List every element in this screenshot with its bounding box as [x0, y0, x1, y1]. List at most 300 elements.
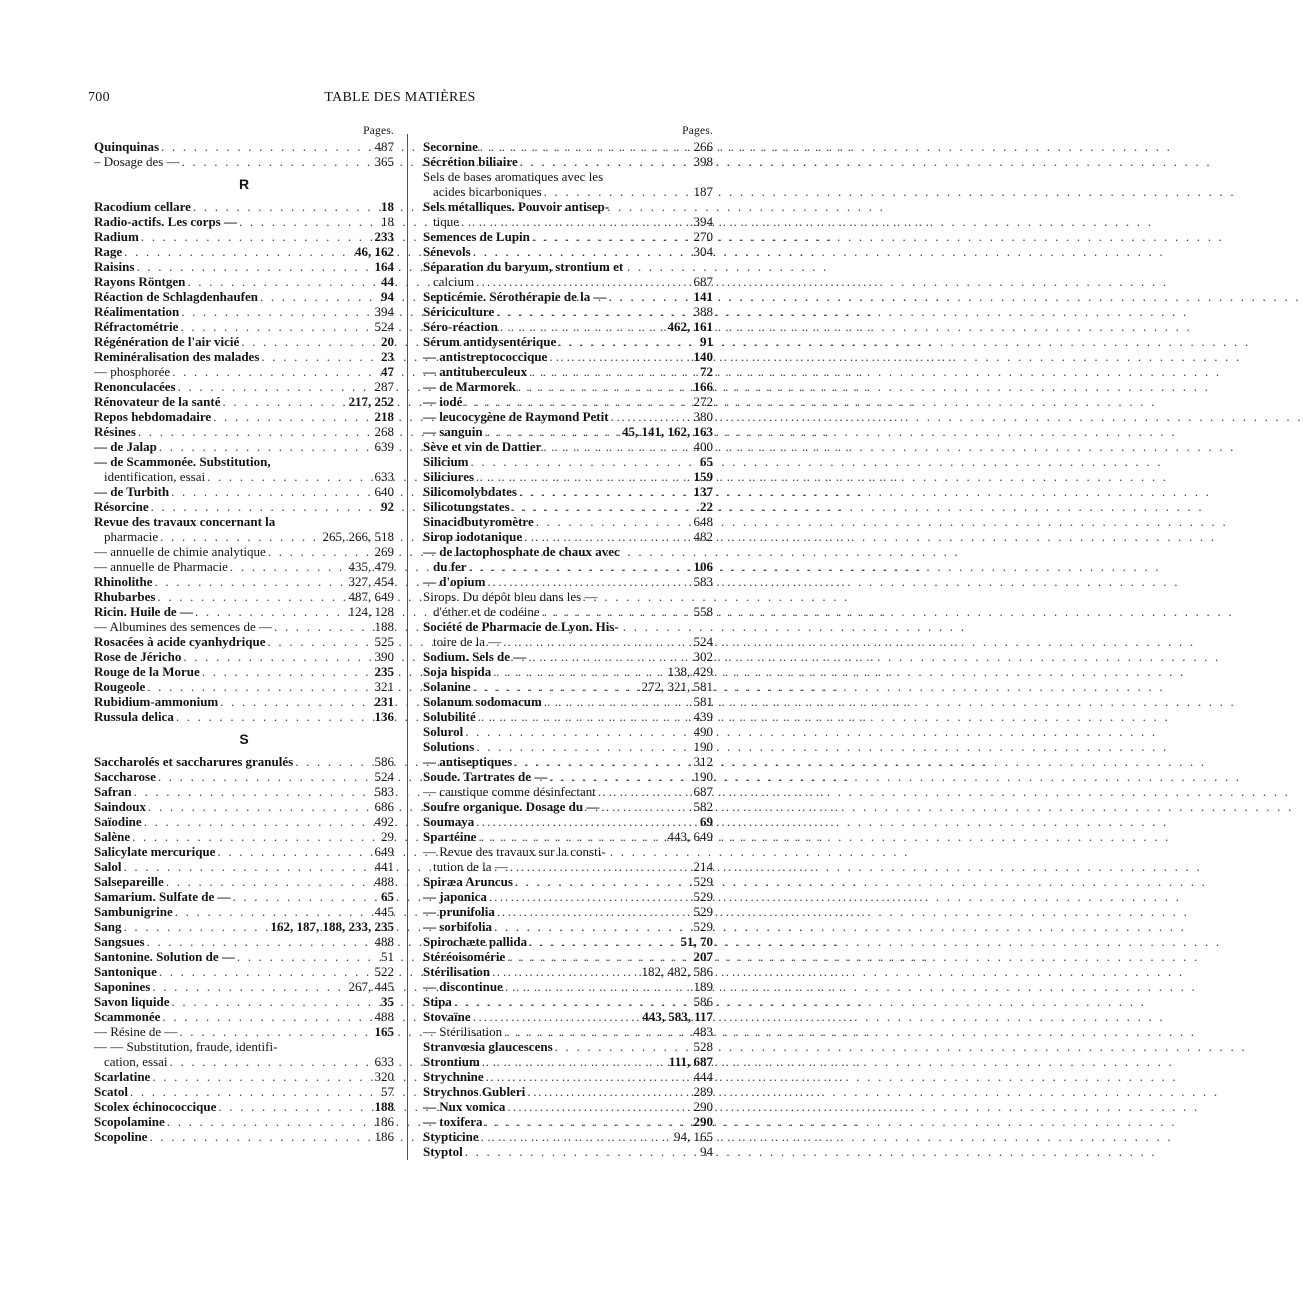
dot-leader: [474, 814, 700, 829]
entry-term: — sanguin: [423, 424, 483, 439]
page-ref: 265, 266, 518: [322, 529, 394, 544]
page-ref: 51: [381, 949, 394, 964]
index-entry: [94, 919, 394, 934]
page-ref: 586: [693, 994, 713, 1009]
index-entry: [94, 139, 394, 154]
page-ref: 20: [381, 334, 394, 349]
page-ref: 492: [374, 814, 394, 829]
page-ref: 268: [374, 424, 394, 439]
dot-leader: [211, 409, 374, 424]
entry-term: Sodium. Sels de —: [423, 649, 527, 664]
dot-leader: [479, 1129, 674, 1144]
dot-leader: [487, 889, 694, 904]
page-ref: 45, 141, 162, 163: [622, 424, 713, 439]
page-ref: 686: [374, 799, 394, 814]
dot-leader: [452, 994, 694, 1009]
entry-term: Saponines: [94, 979, 151, 994]
dot-leader: [173, 904, 375, 919]
index-entry: [94, 709, 394, 724]
page-ref: 529: [693, 889, 713, 904]
entry-term: Sécrétion biliaire: [423, 154, 518, 169]
index-entry: [94, 754, 394, 769]
index-entry: [94, 154, 394, 169]
index-entry: [94, 889, 394, 904]
index-entry: [423, 904, 713, 919]
entry-term: Sang: [94, 919, 122, 934]
index-entry: [94, 619, 394, 634]
page-ref: 529: [693, 874, 713, 889]
page-ref: 92: [381, 499, 394, 514]
dot-leader: [272, 619, 375, 634]
entry-term: Régénération de l'air vicié: [94, 334, 240, 349]
index-entry: [94, 1069, 394, 1084]
index-entry-continuation: [94, 529, 394, 544]
dot-leader: [150, 1069, 374, 1084]
index-entry: [423, 439, 713, 454]
dot-leader: [158, 529, 322, 544]
entry-term: Soude. Tartrates de —: [423, 769, 548, 784]
section-letter: R: [238, 176, 250, 192]
entry-term: Sénevols: [423, 244, 471, 259]
page-ref: 214: [693, 859, 713, 874]
dot-leader: [491, 664, 667, 679]
entry-term: Sirop iodotanique: [423, 529, 523, 544]
index-entry: [423, 1009, 713, 1024]
dot-leader: [463, 1144, 700, 1159]
entry-term: Société de Pharmacie de Lyon. His-: [423, 619, 619, 634]
dot-leader: [168, 1054, 375, 1069]
entry-term: Stipa: [423, 994, 452, 1009]
page-ref: 583: [693, 574, 713, 589]
index-entry: [423, 1084, 713, 1099]
page-ref: 400: [693, 439, 713, 454]
dot-leader: [462, 394, 693, 409]
page-ref: 272: [693, 394, 713, 409]
entry-term: Soja hispida: [423, 664, 492, 679]
index-entry: [423, 469, 713, 484]
entry-term: Spirochæte pallida: [423, 934, 528, 949]
entry-term: Soufre organique. Dosage du —: [423, 799, 600, 814]
dot-leader: [542, 184, 694, 199]
index-entry-continuation: [423, 559, 713, 574]
page-ref: 390: [374, 649, 394, 664]
dot-leader: [157, 964, 375, 979]
index-entry: [423, 499, 713, 514]
dot-leader: [178, 319, 374, 334]
pages-label: Pages.: [682, 125, 713, 137]
index-entry: [423, 229, 713, 244]
index-entry: [423, 409, 713, 424]
index-entry: [423, 1114, 713, 1129]
index-entry: [94, 979, 394, 994]
index-entry: [94, 349, 394, 364]
page-ref: 18: [381, 199, 394, 214]
index-entry-continuation: [94, 1054, 394, 1069]
dot-leader: [157, 439, 375, 454]
entry-term: Sambunigrine: [94, 904, 173, 919]
index-entry: [94, 454, 394, 469]
index-entry: [94, 694, 394, 709]
index-entry: [94, 439, 394, 454]
entry-term: — leucocygène de Raymond Petit: [423, 409, 609, 424]
entry-term: — de Jalap: [94, 439, 157, 454]
index-entry: [423, 754, 713, 769]
index-entry-continuation: [423, 604, 713, 619]
page-ref: 65: [700, 454, 713, 469]
entry-term: Reminéralisation des malades: [94, 349, 260, 364]
entry-term: Salol: [94, 859, 122, 874]
page-ref: 162, 187, 188, 233, 235: [270, 919, 394, 934]
page-header: [88, 90, 712, 110]
index-entry: [423, 784, 713, 799]
page-ref: 124, 128: [348, 604, 394, 619]
page-ref: 269: [374, 544, 394, 559]
index-entry: [94, 514, 394, 529]
page-ref: 266: [693, 139, 713, 154]
entry-term: Saccharose: [94, 769, 156, 784]
dot-leader: [160, 1009, 374, 1024]
page-number: 700: [88, 90, 110, 105]
entry-term: Saïodine: [94, 814, 142, 829]
dot-leader: [505, 949, 693, 964]
page-ref: 394: [374, 304, 394, 319]
page-ref: 136: [374, 709, 394, 724]
index-entry: [94, 319, 394, 334]
dot-leader: [505, 1099, 693, 1114]
index-column-left: [94, 124, 394, 1144]
index-entry: [423, 304, 713, 319]
dot-leader: [478, 139, 694, 154]
index-entry: [94, 874, 394, 889]
entry-term: Revue des travaux concernant la: [94, 514, 276, 529]
entry-term: Siliciures: [423, 469, 475, 484]
entry-term: Quinquinas: [94, 139, 160, 154]
entry-term: Réaction de Schlagdenhaufen: [94, 289, 258, 304]
dot-leader: [526, 649, 693, 664]
page-ref: 583: [374, 784, 394, 799]
dot-leader: [469, 454, 700, 469]
entry-term: — Résine de —: [94, 1024, 178, 1039]
entry-term: Sérum antidysentérique: [423, 334, 557, 349]
dot-leader: [164, 874, 375, 889]
dot-leader: [170, 364, 381, 379]
index-entry: [94, 949, 394, 964]
entry-term: Stovaïne: [423, 1009, 471, 1024]
index-entry: [94, 1024, 394, 1039]
dot-leader: [258, 289, 381, 304]
dot-leader: [150, 979, 348, 994]
index-entry: [423, 739, 713, 754]
page-ref: 687: [693, 274, 713, 289]
entry-term: Sangsues: [94, 934, 145, 949]
entry-term: — de Turbith: [94, 484, 170, 499]
dot-leader: [139, 229, 375, 244]
entry-term: d'éther et de codéine: [433, 604, 540, 619]
dot-leader: [130, 829, 381, 844]
entry-term: — antistreptococcique: [423, 349, 548, 364]
page-ref: 304: [693, 244, 713, 259]
entry-term: acides bicarboniques: [433, 184, 542, 199]
entry-term: Scatol: [94, 1084, 128, 1099]
entry-term: Renonculacées: [94, 379, 176, 394]
entry-term: Secornine: [423, 139, 478, 154]
entry-term: Silicium: [423, 454, 469, 469]
index-entry: [423, 529, 713, 544]
page-ref: 525: [374, 634, 394, 649]
index-entry: [94, 994, 394, 1009]
entry-term: — de lactophosphate de chaux avec: [423, 544, 620, 559]
page-ref: 558: [693, 604, 713, 619]
page-ref: 443, 649: [667, 829, 713, 844]
index-entry: [94, 934, 394, 949]
index-entry: [423, 664, 713, 679]
dot-leader: [607, 289, 694, 304]
dot-leader: [191, 199, 381, 214]
index-entry: [94, 289, 394, 304]
entry-term: Stranvœsia glaucescens: [423, 1039, 553, 1054]
dot-leader: [146, 799, 374, 814]
index-entry: [423, 994, 713, 1009]
entry-term: Séro-réaction: [423, 319, 498, 334]
index-entry: [423, 514, 713, 529]
index-entry: [423, 949, 713, 964]
dot-leader: [185, 274, 381, 289]
index-entry: [423, 724, 713, 739]
index-entry: [423, 934, 713, 949]
index-entry: [423, 799, 713, 814]
entry-term: Scarlatine: [94, 1069, 151, 1084]
dot-leader: [502, 1024, 693, 1039]
page-ref: 388: [693, 304, 713, 319]
index-entry: [423, 139, 713, 154]
page-ref: 65: [381, 889, 394, 904]
page-ref: 482: [693, 529, 713, 544]
dot-leader: [483, 424, 622, 439]
index-entry: [94, 604, 394, 619]
dot-leader: [467, 559, 694, 574]
index-entry: [94, 1039, 394, 1054]
index-entry: [423, 694, 713, 709]
page-ref: 272, 321, 581: [641, 679, 713, 694]
entry-term: — de Marmorek: [423, 379, 516, 394]
page-ref: 137: [693, 484, 713, 499]
index-entry: [94, 844, 394, 859]
entry-term: Salicylate mercurique: [94, 844, 216, 859]
index-entry: [94, 904, 394, 919]
entry-term: Rénovateur de la santé: [94, 394, 221, 409]
page-ref: 69: [700, 814, 713, 829]
index-entry: [423, 349, 713, 364]
index-entry: [94, 829, 394, 844]
index-entry: [94, 559, 394, 574]
entry-term: Strychnos Gubleri: [423, 1084, 526, 1099]
page-ref: 218: [374, 409, 394, 424]
entry-term: Styptol: [423, 1144, 463, 1159]
index-entry: [94, 214, 394, 229]
page-ref: 46, 162: [355, 244, 394, 259]
index-entry: [423, 829, 713, 844]
dot-leader: [510, 499, 700, 514]
index-entry: [94, 574, 394, 589]
page-ref: 188: [374, 619, 394, 634]
dot-leader: [513, 874, 694, 889]
page-ref: 35: [381, 994, 394, 1009]
page-ref: 524: [374, 769, 394, 784]
dot-leader: [471, 1009, 643, 1024]
index-entry: [423, 919, 713, 934]
entry-term: — d'opium: [423, 574, 486, 589]
dot-leader: [540, 604, 694, 619]
dot-leader: [596, 784, 694, 799]
index-entry: [423, 649, 713, 664]
index-entry: [94, 1114, 394, 1129]
entry-term: Santonine. Solution de —: [94, 949, 235, 964]
dot-leader: [159, 139, 374, 154]
entry-term: — Nux vomica: [423, 1099, 506, 1114]
page-ref: 190: [693, 739, 713, 754]
dot-leader: [266, 634, 375, 649]
page-ref: 380: [693, 409, 713, 424]
index-entry: [94, 589, 394, 604]
index-entry: [94, 244, 394, 259]
dot-leader: [156, 769, 375, 784]
index-entry: [94, 799, 394, 814]
index-entry: [94, 664, 394, 679]
page-ref: 687: [693, 784, 713, 799]
entry-term: Réalimentation: [94, 304, 180, 319]
dot-leader: [599, 799, 693, 814]
dot-leader: [541, 439, 693, 454]
index-entry: [423, 259, 713, 274]
page-ref: 289: [693, 1084, 713, 1099]
entry-term: — — Substitution, fraude, identifi-: [94, 1039, 278, 1054]
entry-term: Savon liquide: [94, 994, 170, 1009]
dot-leader: [165, 1114, 375, 1129]
index-entry: [423, 364, 713, 379]
index-entry: [94, 964, 394, 979]
index-entry: [94, 379, 394, 394]
page-ref: 522: [374, 964, 394, 979]
index-entry: [94, 1099, 394, 1114]
index-entry: [423, 379, 713, 394]
page-ref: 582: [693, 799, 713, 814]
index-entry: [94, 229, 394, 244]
index-entry-continuation: [423, 214, 713, 229]
entry-term: Ricin. Huile de —: [94, 604, 193, 619]
page-ref: 267, 445: [348, 979, 394, 994]
dot-leader: [476, 709, 694, 724]
page-ref: 233: [374, 229, 394, 244]
page-ref: 94: [700, 1144, 713, 1159]
index-entry: [423, 964, 713, 979]
dot-leader: [193, 604, 349, 619]
dot-leader: [474, 274, 693, 289]
index-entry: [94, 364, 394, 379]
page-ref: 290: [693, 1099, 713, 1114]
index-entry: [423, 1054, 713, 1069]
page-ref: 51, 70: [680, 934, 713, 949]
entry-term: Rage: [94, 244, 123, 259]
page-ref: 44: [381, 274, 394, 289]
index-entry: [94, 304, 394, 319]
page-ref: 524: [693, 634, 713, 649]
entry-term: Strychnine: [423, 1069, 484, 1084]
entry-term: Solanine: [423, 679, 471, 694]
page-ref: 639: [374, 439, 394, 454]
page-title: TABLE DES MATIÈRES: [324, 90, 476, 105]
dot-leader: [153, 574, 349, 589]
page-ref: 365: [374, 154, 394, 169]
page-ref: 94: [381, 289, 394, 304]
entry-term: Stérilisation: [423, 964, 491, 979]
dot-leader: [128, 1084, 381, 1099]
entry-term: Septicémie. Sérothérapie de la —: [423, 289, 607, 304]
entry-term: Strontium: [423, 1054, 480, 1069]
page-ref: 487, 649: [348, 589, 394, 604]
entry-term: Rouge de la Morue: [94, 664, 200, 679]
page-ref: 443, 583, 117: [642, 1009, 713, 1024]
page-ref: 490: [693, 724, 713, 739]
pages-label: Pages.: [363, 125, 394, 137]
entry-term: — japonica: [423, 889, 487, 904]
entry-term: identification, essai: [104, 469, 206, 484]
dot-leader: [216, 1099, 374, 1114]
dot-leader: [221, 394, 349, 409]
dot-leader: [474, 469, 693, 484]
entry-term: Rubidium-ammonium: [94, 694, 219, 709]
dot-leader: [522, 529, 693, 544]
dot-leader: [476, 829, 667, 844]
dot-leader: [239, 334, 381, 349]
page-ref: 320: [374, 1069, 394, 1084]
page-ref: 488: [374, 874, 394, 889]
index-column-right: [423, 124, 713, 1159]
dot-leader: [170, 994, 381, 1009]
page-ref: 231: [374, 694, 394, 709]
index-entry-continuation: [423, 184, 713, 199]
page-ref: 445: [374, 904, 394, 919]
entry-term: Safran: [94, 784, 132, 799]
index-entry: [94, 769, 394, 784]
page-ref: 57: [381, 1084, 394, 1099]
dot-leader: [132, 784, 375, 799]
page-ref: 164: [374, 259, 394, 274]
page-ref: 47: [381, 364, 394, 379]
page-ref: 23: [381, 349, 394, 364]
page-ref: 270: [693, 229, 713, 244]
dot-leader: [486, 574, 694, 589]
page-ref: 186: [374, 1129, 394, 1144]
index-entry: [94, 784, 394, 799]
dot-leader: [181, 649, 374, 664]
dot-leader: [556, 334, 700, 349]
page-ref: 633: [374, 469, 394, 484]
dot-leader: [259, 349, 381, 364]
index-entry: [94, 634, 394, 649]
entry-term: — prunifolia: [423, 904, 495, 919]
dot-leader: [180, 154, 375, 169]
dot-leader: [237, 214, 381, 229]
page-ref: 94, 165: [674, 1129, 713, 1144]
dot-leader: [145, 679, 374, 694]
dot-leader: [471, 679, 642, 694]
entry-term: Radium: [94, 229, 139, 244]
index-entry: [423, 199, 713, 214]
entry-term: Rosacées à acide cyanhydrique: [94, 634, 266, 649]
entry-term: Solanum sodomacum: [423, 694, 542, 709]
dot-leader: [508, 859, 694, 874]
index-entry: [94, 649, 394, 664]
